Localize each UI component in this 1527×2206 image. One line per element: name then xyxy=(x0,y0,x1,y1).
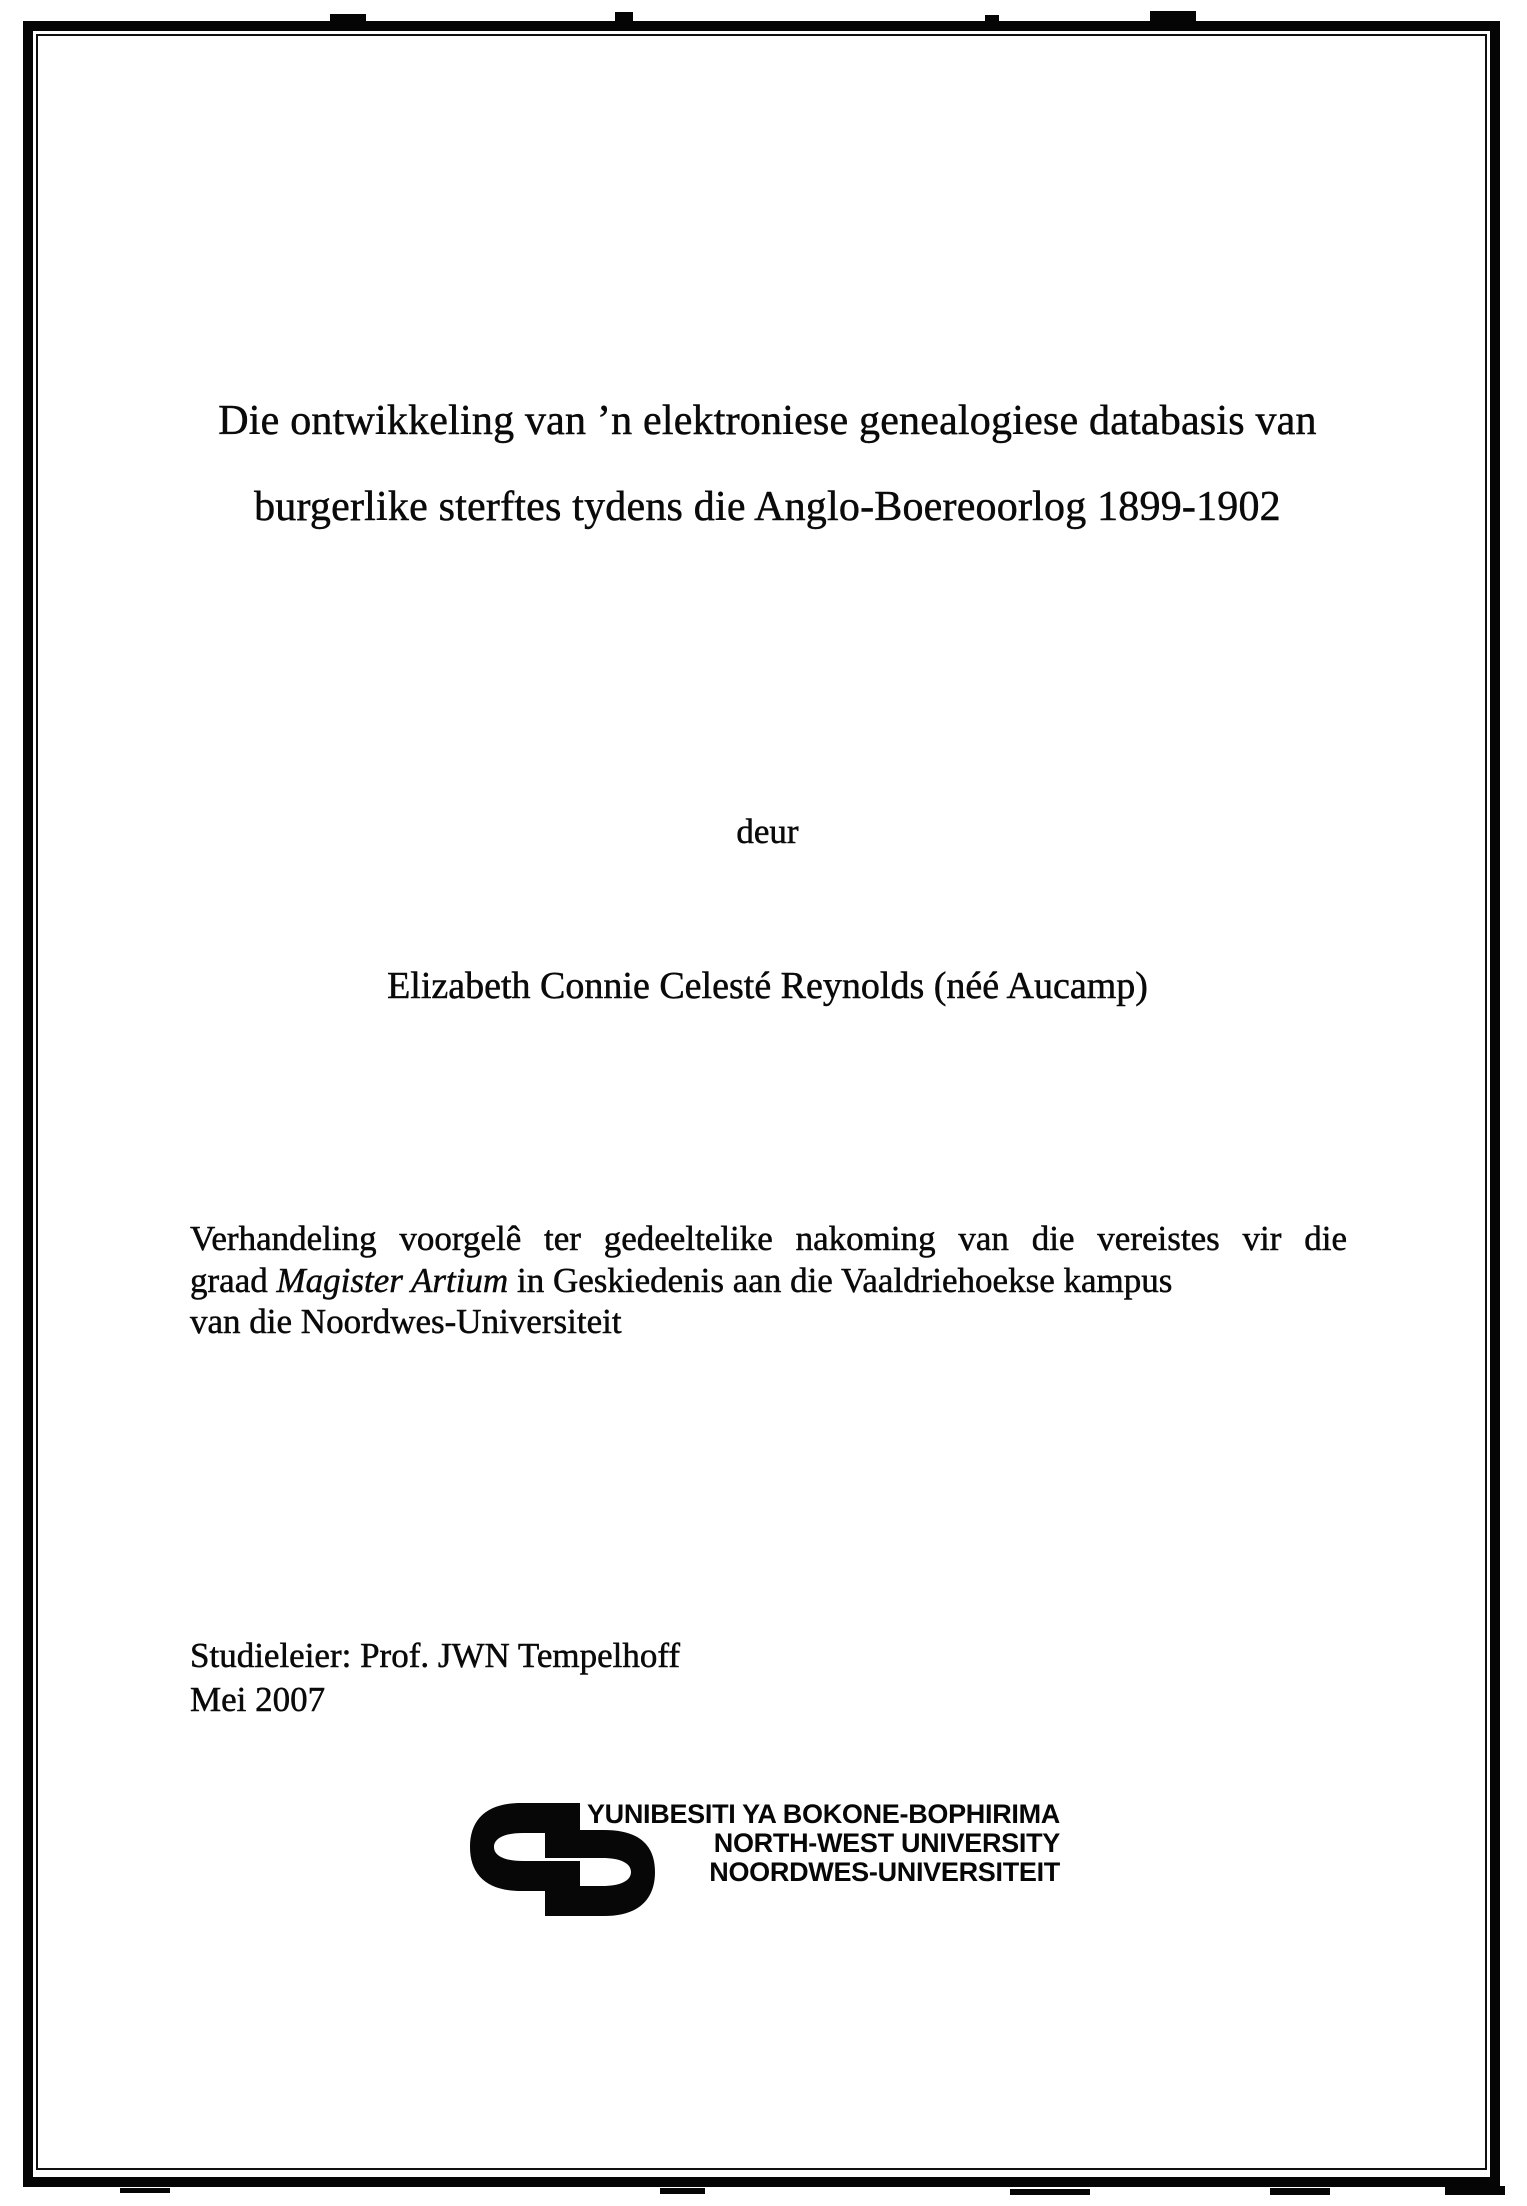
author-name: Elizabeth Connie Celesté Reynolds (néé Aucamp) xyxy=(387,965,1148,1007)
university-name-english: NORTH-WEST UNIVERSITY xyxy=(713,1828,1060,1858)
university-name-afrikaans: NOORDWES-UNIVERSITEIT xyxy=(709,1857,1060,1887)
scan-artifact xyxy=(1010,2189,1090,2195)
scan-artifact xyxy=(1150,11,1196,22)
submission-statement xyxy=(190,1218,1347,1343)
scan-artifact xyxy=(330,14,366,23)
university-wordmark xyxy=(587,1800,1060,1887)
thesis-title-line1: Die ontwikkeling van ’n elektroniese genealogiese databasis van xyxy=(218,398,1317,444)
supervisor-line: Studieleier: Prof. JWN Tempelhoff xyxy=(190,1636,681,1675)
date-line: Mei 2007 xyxy=(190,1680,326,1719)
statement-line3: van die Noordwes-Universiteit xyxy=(190,1302,622,1341)
scan-artifact xyxy=(985,15,999,22)
supervisor-block xyxy=(190,1634,1090,1722)
thesis-title-line2: burgerlike sterftes tydens die Anglo-Boereoorlog 1899-1902 xyxy=(254,484,1281,530)
scan-artifact xyxy=(1445,2186,1505,2195)
byline: deur xyxy=(736,812,799,851)
scan-artifact xyxy=(1270,2188,1330,2195)
statement-line2 xyxy=(190,1260,1347,1302)
statement-line2-prefix: graad xyxy=(190,1260,277,1300)
statement-degree-name: Magister Artium xyxy=(276,1260,509,1300)
scan-artifact xyxy=(660,2188,705,2194)
scan-artifact xyxy=(615,12,633,22)
thesis-title xyxy=(190,378,1345,550)
statement-line1: Verhandeling voorgelê ter gedeeltelike nakoming van die vereistes vir die xyxy=(190,1219,1347,1258)
scan-artifact xyxy=(120,2188,170,2193)
statement-line2-suffix: in Geskiedenis aan die Vaaldriehoekse kampus xyxy=(508,1260,1173,1300)
university-name-setswana: YUNIBESITI YA BOKONE-BOPHIRIMA xyxy=(586,1799,1060,1829)
